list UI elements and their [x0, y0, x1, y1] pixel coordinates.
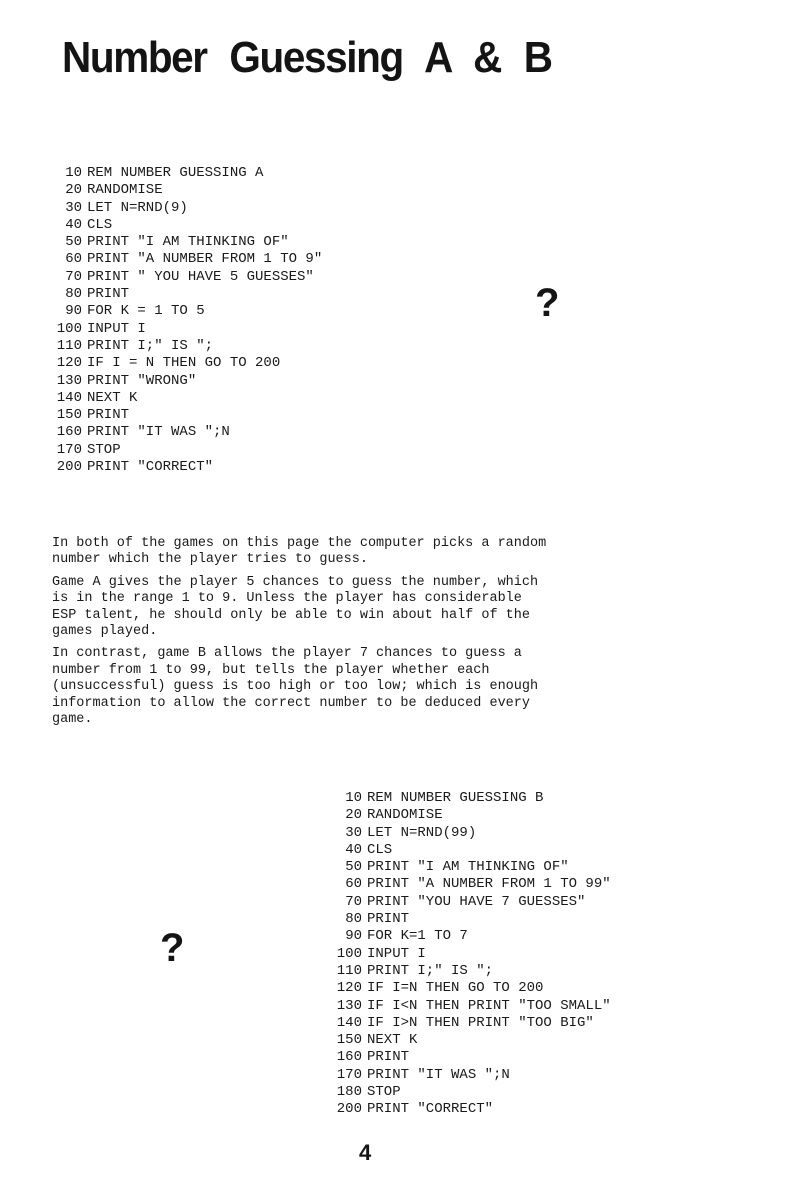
line-number: 90: [65, 303, 82, 320]
code-statement: IF I<N THEN PRINT "TOO SMALL": [367, 997, 611, 1014]
line-number: 50: [345, 859, 362, 876]
code-statement: PRINT "CORRECT": [367, 1101, 494, 1118]
question-mark-a: ?: [535, 281, 560, 325]
line-number: 130: [56, 372, 82, 389]
paragraph: In both of the games on this page the computer picks a random number which the player tries to guess.: [52, 536, 547, 568]
code-line: [326, 859, 611, 876]
code-line: [326, 1015, 611, 1032]
code-line: [46, 390, 322, 407]
code-line: [46, 303, 322, 320]
line-number: 10: [65, 165, 82, 181]
code-statement: PRINT: [87, 286, 130, 303]
code-line: [326, 946, 611, 963]
code-statement: FOR K = 1 TO 5: [87, 303, 205, 320]
code-line: [46, 200, 322, 217]
line-number: 80: [65, 286, 82, 303]
line-number: 150: [336, 1032, 362, 1049]
code-line: [46, 182, 322, 199]
code-line: [46, 373, 322, 390]
code-line: [326, 1049, 611, 1066]
line-number: 130: [336, 997, 362, 1014]
code-statement: CLS: [367, 841, 393, 858]
code-line: [326, 894, 611, 911]
paragraph: Game A gives the player 5 chances to guess the number, which is in the range 1 to 9. Unless the player has considerable ESP talent, he should only be able to win about half of the games played.: [52, 574, 539, 640]
line-number: 200: [56, 459, 82, 476]
code-line: [46, 251, 322, 268]
code-statement: NEXT K: [87, 389, 138, 406]
line-number: 70: [345, 893, 362, 910]
code-statement: PRINT "I AM THINKING OF": [367, 859, 569, 876]
code-line: [46, 424, 322, 441]
line-number: 60: [345, 876, 362, 893]
line-number: 110: [336, 962, 362, 979]
code-line: [326, 963, 611, 980]
code-statement: RANDOMISE: [87, 182, 163, 199]
code-statement: IF I>N THEN PRINT "TOO BIG": [367, 1014, 594, 1031]
line-number: 110: [56, 337, 82, 354]
code-statement: NEXT K: [367, 1032, 418, 1049]
code-line: [46, 442, 322, 459]
code-statement: PRINT "YOU HAVE 7 GUESSES": [367, 893, 586, 910]
code-line: [46, 407, 322, 424]
code-statement: PRINT: [87, 407, 130, 424]
line-number: 80: [345, 911, 362, 928]
line-number: 70: [65, 268, 82, 285]
line-number: 160: [56, 424, 82, 441]
line-number: 10: [345, 790, 362, 806]
code-line: [46, 217, 322, 234]
code-statement: PRINT "IT WAS ";N: [87, 424, 230, 441]
line-number: 160: [336, 1049, 362, 1066]
line-number: 30: [65, 199, 82, 216]
code-statement: PRINT: [367, 1049, 410, 1066]
code-line: [46, 234, 322, 251]
question-mark-b: ?: [160, 926, 185, 970]
line-number: 20: [65, 182, 82, 199]
code-statement: PRINT " YOU HAVE 5 GUESSES": [87, 268, 314, 285]
code-statement: CLS: [87, 216, 113, 233]
code-statement: IF I=N THEN GO TO 200: [367, 980, 544, 997]
line-number: 100: [336, 945, 362, 962]
code-statement: IF I = N THEN GO TO 200: [87, 355, 281, 372]
code-statement: PRINT "I AM THINKING OF": [87, 234, 289, 251]
code-statement: REM NUMBER GUESSING A: [87, 165, 264, 181]
code-statement: STOP: [367, 1084, 401, 1101]
code-line: [46, 338, 322, 355]
page-title: Number Guessing A & B: [62, 33, 552, 82]
code-statement: PRINT "A NUMBER FROM 1 TO 99": [367, 876, 611, 893]
line-number: 140: [336, 1014, 362, 1031]
code-statement: PRINT "IT WAS ";N: [367, 1066, 510, 1083]
line-number: 30: [345, 824, 362, 841]
code-statement: STOP: [87, 441, 121, 458]
code-statement: LET N=RND(9): [87, 199, 188, 216]
code-statement: INPUT I: [367, 945, 426, 962]
code-statement: RANDOMISE: [367, 807, 443, 824]
code-line: [326, 928, 611, 945]
line-number: 40: [65, 216, 82, 233]
line-number: 120: [56, 355, 82, 372]
line-number: 200: [336, 1101, 362, 1118]
code-statement: PRINT I;" IS ";: [87, 337, 214, 354]
code-statement: LET N=RND(99): [367, 824, 477, 841]
listing-b: [326, 790, 611, 1119]
line-number: 100: [56, 320, 82, 337]
code-statement: PRINT "A NUMBER FROM 1 TO 9": [87, 251, 323, 268]
line-number: 90: [345, 928, 362, 945]
code-line: [46, 286, 322, 303]
code-line: [326, 790, 611, 807]
code-line: [326, 876, 611, 893]
code-line: [46, 459, 322, 476]
code-line: [46, 269, 322, 286]
code-line: [326, 1084, 611, 1101]
listing-a: [46, 165, 322, 476]
line-number: 50: [65, 234, 82, 251]
code-line: [326, 911, 611, 928]
code-line: [326, 825, 611, 842]
code-line: [326, 1032, 611, 1049]
code-statement: FOR K=1 TO 7: [367, 928, 468, 945]
code-line: [326, 980, 611, 997]
line-number: 20: [345, 807, 362, 824]
code-line: [46, 321, 322, 338]
code-statement: PRINT "WRONG": [87, 372, 197, 389]
page-number: 4: [359, 1140, 372, 1165]
line-number: 60: [65, 251, 82, 268]
code-line: [326, 1067, 611, 1084]
code-statement: PRINT "CORRECT": [87, 459, 214, 476]
line-number: 180: [336, 1084, 362, 1101]
line-number: 40: [345, 841, 362, 858]
code-line: [46, 165, 322, 182]
line-number: 140: [56, 389, 82, 406]
line-number: 120: [336, 980, 362, 997]
code-statement: REM NUMBER GUESSING B: [367, 790, 544, 806]
code-line: [326, 842, 611, 859]
line-number: 170: [336, 1066, 362, 1083]
code-statement: INPUT I: [87, 320, 146, 337]
code-line: [326, 998, 611, 1015]
code-line: [326, 1101, 611, 1118]
line-number: 150: [56, 407, 82, 424]
code-line: [46, 355, 322, 372]
code-statement: PRINT I;" IS ";: [367, 962, 494, 979]
paragraph: In contrast, game B allows the player 7 chances to guess a number from 1 to 99, but tells the player whether each (unsuccessful) guess is too high or too low; which is enough information to allow the correct number to be deduced every game.: [52, 646, 539, 728]
code-statement: PRINT: [367, 911, 410, 928]
description-text: [52, 536, 672, 734]
code-line: [326, 807, 611, 824]
line-number: 170: [56, 441, 82, 458]
